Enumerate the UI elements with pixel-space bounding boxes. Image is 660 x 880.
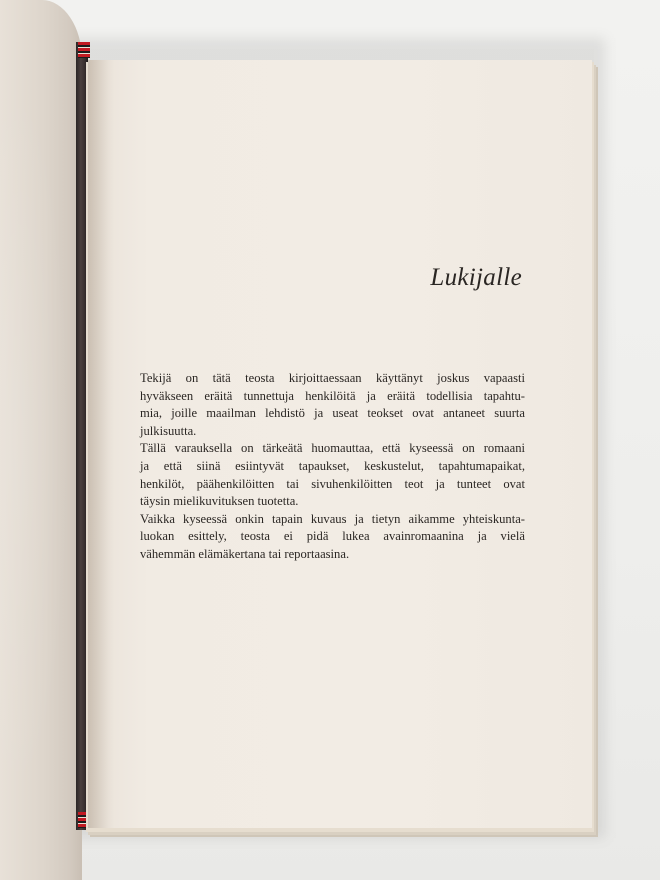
text-line: Tekijä on tätä teosta kirjoittaessaan käyttänyt joskus vapaasti bbox=[140, 371, 525, 385]
headband-top bbox=[78, 42, 90, 58]
foreword-text bbox=[140, 370, 525, 564]
text-line: henkilöt, päähenkilöitten tai sivuhenkilöitten teot ja tunteet ovat bbox=[140, 476, 525, 491]
text-line: mia, joille maailman lehdistö ja useat teokset ovat antaneet suurta bbox=[140, 406, 525, 421]
gutter-shadow bbox=[88, 60, 114, 828]
page-heading: Lukijalle bbox=[430, 264, 522, 291]
text-line: Vaikka kyseessä onkin tapain kuvaus ja tietyn aikamme yhteiskunta- bbox=[140, 511, 525, 526]
text-line: julkisuutta. bbox=[140, 423, 197, 438]
left-page-highlight bbox=[0, 0, 82, 880]
text-line: Tällä varauksella on tärkeätä huomauttaa, että kyseessä on romaani bbox=[140, 441, 525, 456]
text-line: täysin mielikuvituksen tuotetta. bbox=[140, 494, 299, 509]
text-line: vähemmän elämäkertana tai reportaasina. bbox=[140, 546, 350, 561]
text-line: ja että siinä esiintyvät tapaukset, keskustelut, tapahtumapaikat, bbox=[140, 458, 525, 473]
text-line: luokan esittely, teosta ei pidä lukea avainromaanina ja vielä bbox=[140, 529, 525, 544]
text-line: hyväkseen eräitä tunnettuja henkilöitä ja eräitä todellisia tapahtu- bbox=[140, 388, 525, 403]
